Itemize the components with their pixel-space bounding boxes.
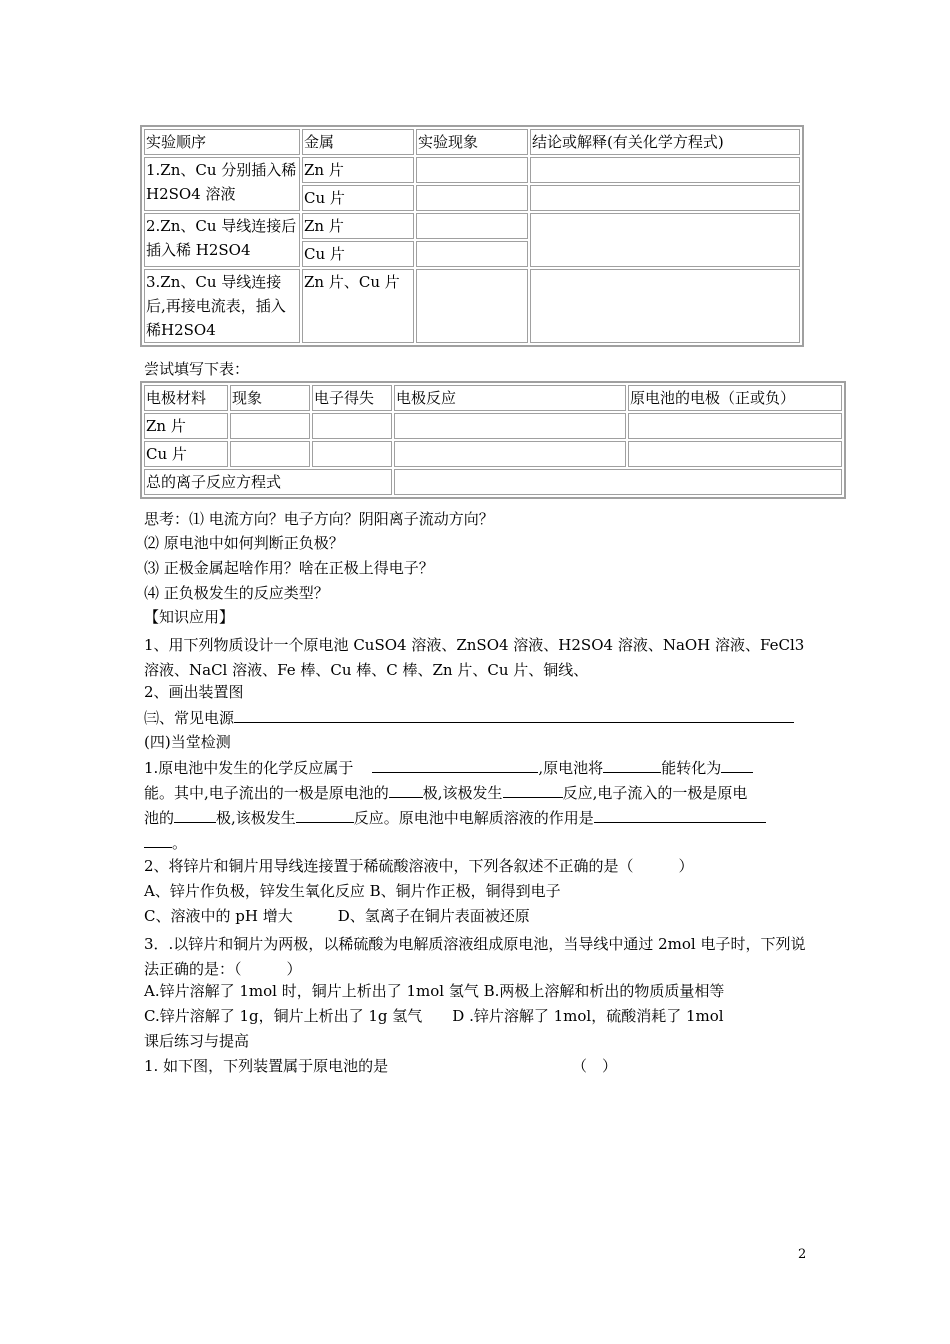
check-q1-line4 (144, 833, 187, 852)
table-row (144, 269, 800, 343)
after-q1: 1. 如下图，下列装置属于原电池的是 (144, 1057, 389, 1075)
section-heading: (四)当堂检测 (144, 733, 231, 751)
step-cell: 2.Zn、Cu 导线连接后插入稀 H2SO4 (144, 213, 300, 267)
answer-blank[interactable] (594, 808, 766, 823)
section-heading: 【知识应用】 (144, 608, 235, 626)
header-cell: 电子得失 (312, 385, 392, 411)
apply-item-1: 1、用下列物质设计一个原电池 CuSO4 溶液、ZnSO4 溶液、H2SO4 溶液、NaOH 溶液、FeCl3 溶液、NaCl 溶液、Fe 棒、Cu 棒、C 棒、Zn 片、Cu 片、铜线、 (144, 636, 805, 679)
apply-item-2: 2、画出装置图 (144, 683, 244, 701)
header-cell: 实验顺序 (144, 129, 300, 155)
check-q3: 3．.以锌片和铜片为两极，以稀硫酸为电解质溶液组成原电池，当导线中通过 2mol 电子时，下列说法正确的是：（ ） (144, 935, 806, 978)
answer-blank[interactable] (296, 808, 354, 823)
check-q1-line1 (144, 758, 753, 777)
table-row (144, 441, 842, 467)
header-cell: 实验现象 (416, 129, 528, 155)
blank-cell[interactable] (394, 441, 626, 467)
think-q3: ⑶ 正极金属起啥作用？啥在正极上得电子？ (144, 559, 434, 577)
table-header-row (144, 129, 800, 155)
blank-cell[interactable] (312, 413, 392, 439)
q1-text: 。 (172, 834, 188, 852)
table-row (144, 157, 800, 183)
experiment-table (140, 125, 804, 347)
metal-cell: Zn 片 (302, 213, 414, 239)
q1-text: 极,该极发生 (422, 784, 503, 802)
blank-cell[interactable] (628, 413, 842, 439)
total-equation-label: 总的离子反应方程式 (144, 469, 392, 495)
power-source-label: ㈢、常见电源 (144, 709, 235, 727)
check-q3-options-ab: A.锌片溶解了 1mol 时，铜片上析出了 1mol 氢气 B.两极上溶解和析出的物质质量相等 (144, 982, 725, 1000)
answer-blank[interactable] (721, 758, 753, 773)
blank-cell[interactable] (416, 213, 528, 239)
step-cell: 3.Zn、Cu 导线连接后,再接电流表，插入稀H2SO4 (144, 269, 300, 343)
try-fill-label: 尝试填写下表： (144, 360, 250, 378)
step-cell: 1.Zn、Cu 分别插入稀H2SO4 溶液 (144, 157, 300, 211)
answer-blank[interactable] (503, 783, 563, 798)
blank-cell[interactable] (530, 157, 800, 183)
header-cell: 现象 (230, 385, 310, 411)
header-cell: 电极材料 (144, 385, 228, 411)
power-source-line (144, 708, 794, 727)
answer-paren: （ ） (572, 1057, 618, 1075)
header-cell: 结论或解释(有关化学方程式) (530, 129, 800, 155)
electrode-cell: Cu 片 (144, 441, 228, 467)
check-q2: 2、将锌片和铜片用导线连接置于稀硫酸溶液中，下列各叙述不正确的是（ ） (144, 857, 694, 875)
header-cell: 原电池的电极（正或负） (628, 385, 842, 411)
blank-cell[interactable] (230, 441, 310, 467)
think-q2: ⑵ 原电池中如何判断正负极？ (144, 534, 344, 552)
page-number: 2 (798, 1247, 807, 1262)
check-q2-options-ab: A、锌片作负极，锌发生氧化反应 B、铜片作正极，铜得到电子 (144, 882, 561, 900)
think-q4: ⑷ 正负极发生的反应类型？ (144, 584, 329, 602)
blank-cell[interactable] (416, 241, 528, 267)
blank-cell[interactable] (530, 185, 800, 211)
metal-cell: Zn 片 (302, 157, 414, 183)
check-q2-options-cd: C、溶液中的 pH 增大 D、氢离子在铜片表面被还原 (144, 907, 530, 925)
blank-cell[interactable] (628, 441, 842, 467)
q1-text: 1.原电池中发生的化学反应属于 (144, 759, 354, 777)
answer-blank[interactable] (144, 833, 172, 848)
answer-blank[interactable] (389, 783, 423, 798)
header-cell: 金属 (302, 129, 414, 155)
blank-cell[interactable] (530, 213, 800, 267)
electrode-cell: Zn 片 (144, 413, 228, 439)
answer-blank[interactable] (603, 758, 661, 773)
blank-cell[interactable] (312, 441, 392, 467)
q1-text: 反应。原电池中电解质溶液的作用是 (353, 809, 594, 827)
q1-text: 反应,电子流入的一极是原电 (562, 784, 748, 802)
metal-cell: Zn 片、Cu 片 (302, 269, 414, 343)
electrode-table (140, 381, 846, 499)
blank-cell[interactable] (230, 413, 310, 439)
blank-cell[interactable] (416, 185, 528, 211)
q1-text: 池的 (144, 809, 175, 827)
q1-text: 能。其中,电子流出的一极是原电池的 (144, 784, 389, 802)
section-heading: 课后练习与提高 (144, 1032, 250, 1050)
metal-cell: Cu 片 (302, 241, 414, 267)
think-q1: 思考：⑴ 电流方向？电子方向？阴阳离子流动方向？ (144, 510, 494, 528)
blank-cell[interactable] (394, 413, 626, 439)
blank-cell[interactable] (416, 269, 528, 343)
check-q1-line3 (144, 808, 766, 827)
check-q1-line2 (144, 783, 747, 802)
blank-cell[interactable] (394, 469, 842, 495)
blank-cell[interactable] (416, 157, 528, 183)
q1-text: ,原电池将 (538, 759, 604, 777)
q1-text: 极,该极发生 (216, 809, 296, 827)
table-row (144, 469, 842, 495)
answer-blank[interactable] (174, 808, 216, 823)
answer-blank[interactable] (234, 708, 794, 723)
q1-text: 能转化为 (661, 759, 722, 777)
answer-blank[interactable] (372, 758, 538, 773)
blank-cell[interactable] (530, 269, 800, 343)
table-header-row (144, 385, 842, 411)
check-q3-options-cd: C.锌片溶解了 1g，铜片上析出了 1g 氢气 D .锌片溶解了 1mol，硫酸消耗了 1mol (144, 1007, 724, 1025)
header-cell: 电极反应 (394, 385, 626, 411)
metal-cell: Cu 片 (302, 185, 414, 211)
table-row (144, 413, 842, 439)
table-row (144, 213, 800, 239)
